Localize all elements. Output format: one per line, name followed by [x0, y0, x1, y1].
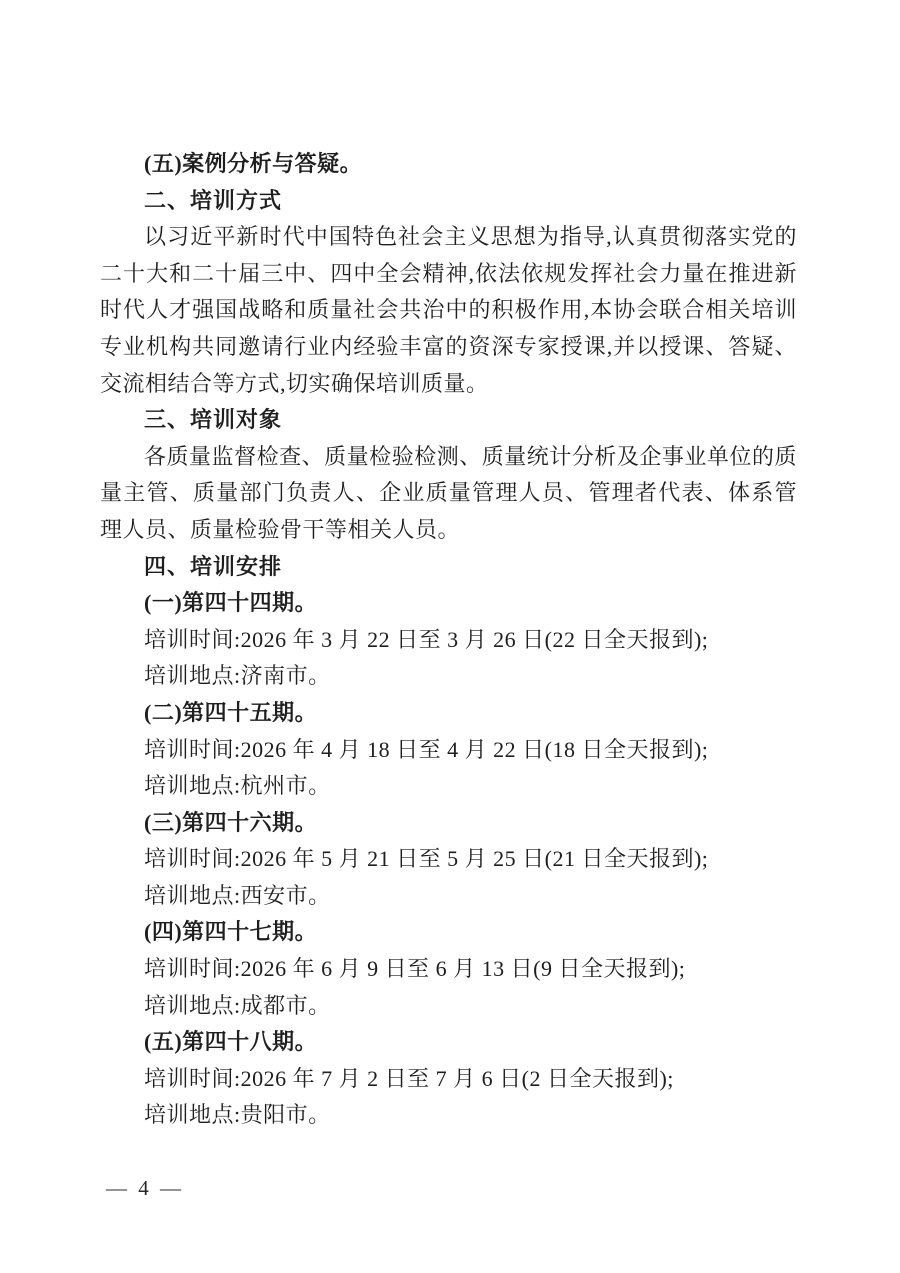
session-45-block [100, 695, 797, 805]
session-46-location: 培训地点:西安市。 [144, 882, 331, 908]
session-48-location: 培训地点:贵阳市。 [144, 1102, 331, 1128]
section-training-schedule-heading: 四、培训安排 [144, 553, 283, 579]
session-44-time: 培训时间:2026 年 3 月 22 日至 3 月 26 日(22 日全天报到); [144, 626, 709, 652]
session-45-time: 培训时间:2026 年 4 月 18 日至 4 月 22 日(18 日全天报到); [144, 736, 709, 762]
section-training-audience-paragraph: 各质量监督检查、质量检验检测、质量统计分析及企事业单位的质量主管、质量部门负责人、企业质量管理人员、管理者代表、体系管理人员、质量检验骨干等相关人员。 [100, 443, 797, 542]
session-47-title: (四)第四十七期。 [144, 919, 318, 945]
page-number: — 4 — [106, 1176, 184, 1200]
session-47-time: 培训时间:2026 年 6 月 9 日至 6 月 13 日(9 日全天报到); [144, 956, 686, 982]
document-body [100, 146, 797, 1134]
session-46-block [100, 805, 797, 915]
session-44-location: 培训地点:济南市。 [144, 663, 331, 689]
session-47-location: 培训地点:成都市。 [144, 992, 331, 1018]
item-5-heading: (五)案例分析与答疑。 [144, 151, 363, 176]
section-training-audience-heading: 三、培训对象 [144, 407, 283, 433]
session-45-location: 培训地点:杭州市。 [144, 773, 331, 799]
session-44-block [100, 585, 797, 695]
session-46-title: (三)第四十六期。 [144, 809, 318, 835]
session-46-time: 培训时间:2026 年 5 月 21 日至 5 月 25 日(21 日全天报到); [144, 846, 709, 872]
session-44-title: (一)第四十四期。 [144, 590, 318, 616]
session-48-block [100, 1024, 797, 1134]
session-48-title: (五)第四十八期。 [144, 1029, 318, 1055]
session-48-time: 培训时间:2026 年 7 月 2 日至 7 月 6 日(2 日全天报到); [144, 1065, 674, 1091]
session-47-block [100, 914, 797, 1024]
section-training-method-heading: 二、培训方式 [144, 187, 283, 213]
session-45-title: (二)第四十五期。 [144, 699, 318, 725]
section-training-method-paragraph: 以习近平新时代中国特色社会主义思想为指导,认真贯彻落实党的二十大和二十届三中、四中全会精神,依法依规发挥社会力量在推进新时代人才强国战略和质量社会共治中的积极作用,本协会联合相关培训专业机构共同邀请行业内经验丰富的资深专家授课,并以授课、答疑、交流相结合等方式,切实确保培训质量。 [100, 224, 797, 396]
